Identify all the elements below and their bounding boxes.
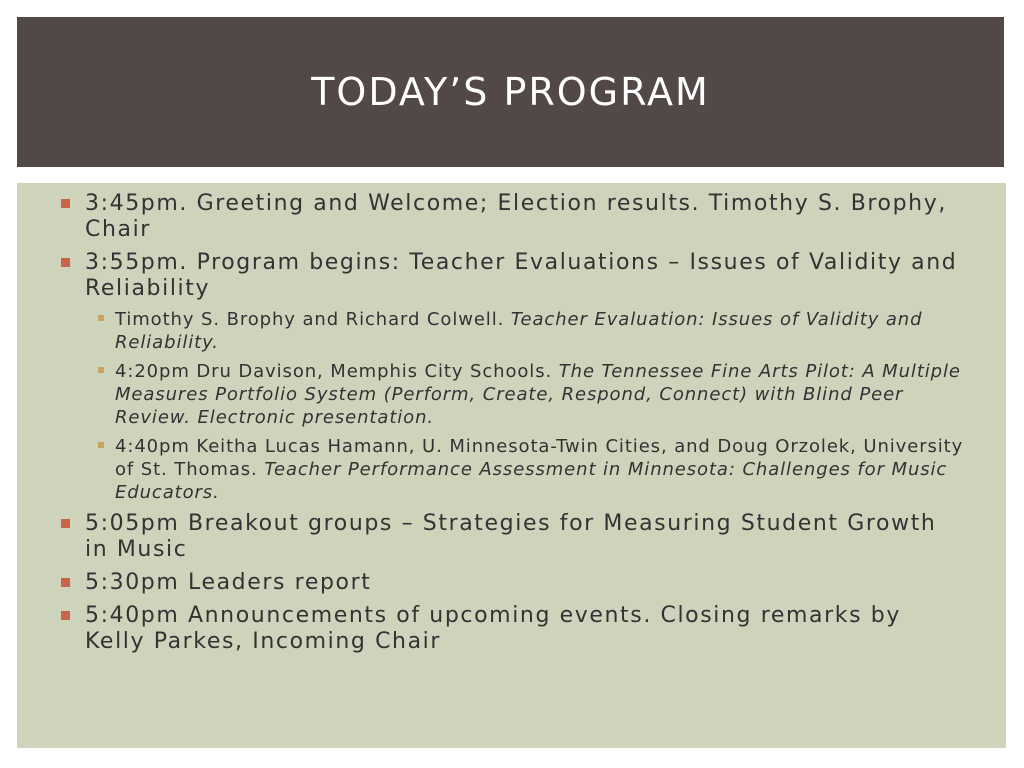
small-square-bullet-icon	[98, 442, 104, 448]
program-item-text: 5:30pm Leaders report	[85, 570, 372, 595]
slide-title-bar	[17, 17, 1004, 167]
subitem-text: 4:40pm Keitha Lucas Hamann, U. Minnesota-Twin Cities, and Doug Orzolek, University of St. Thomas.	[115, 436, 964, 480]
square-bullet-icon	[61, 578, 70, 587]
program-subitem	[85, 435, 966, 504]
program-subitem	[85, 360, 966, 429]
program-item	[60, 191, 966, 243]
subitem-title: The Tennessee Fine Arts Pilot: A Multiple Measures Portfolio System (Perform, Create, Respond, Connect) with Blind Peer Review. Electronic presentation.	[115, 361, 961, 428]
slide-content	[17, 183, 1006, 748]
subitem-title: Teacher Performance Assessment in Minnesota: Challenges for Music Educators.	[115, 459, 948, 503]
slide-title: TODAY’S PROGRAM	[311, 70, 710, 114]
small-square-bullet-icon	[98, 315, 104, 321]
program-item	[60, 603, 966, 655]
program-list	[60, 191, 966, 655]
program-item-text: 3:55pm. Program begins: Teacher Evaluations – Issues of Validity and Reliability	[85, 250, 958, 301]
subitem-text: Timothy S. Brophy and Richard Colwell.	[115, 309, 511, 330]
square-bullet-icon	[61, 519, 70, 528]
square-bullet-icon	[61, 199, 70, 208]
program-item-text: 5:05pm Breakout groups – Strategies for Measuring Student Growth in Music	[85, 511, 937, 562]
program-item	[60, 570, 966, 596]
program-sublist	[85, 308, 966, 504]
program-item-text: 5:40pm Announcements of upcoming events. Closing remarks by Kelly Parkes, Incoming Chair	[85, 603, 901, 654]
subitem-text: 4:20pm Dru Davison, Memphis City Schools.	[115, 361, 559, 382]
program-subitem	[85, 308, 966, 354]
square-bullet-icon	[61, 258, 70, 267]
program-item	[60, 511, 966, 563]
program-item	[60, 250, 966, 504]
subitem-title: Teacher Evaluation: Issues of Validity and Reliability.	[115, 309, 923, 353]
square-bullet-icon	[61, 611, 70, 620]
program-item-text: 3:45pm. Greeting and Welcome; Election results. Timothy S. Brophy, Chair	[85, 191, 947, 242]
small-square-bullet-icon	[98, 367, 104, 373]
